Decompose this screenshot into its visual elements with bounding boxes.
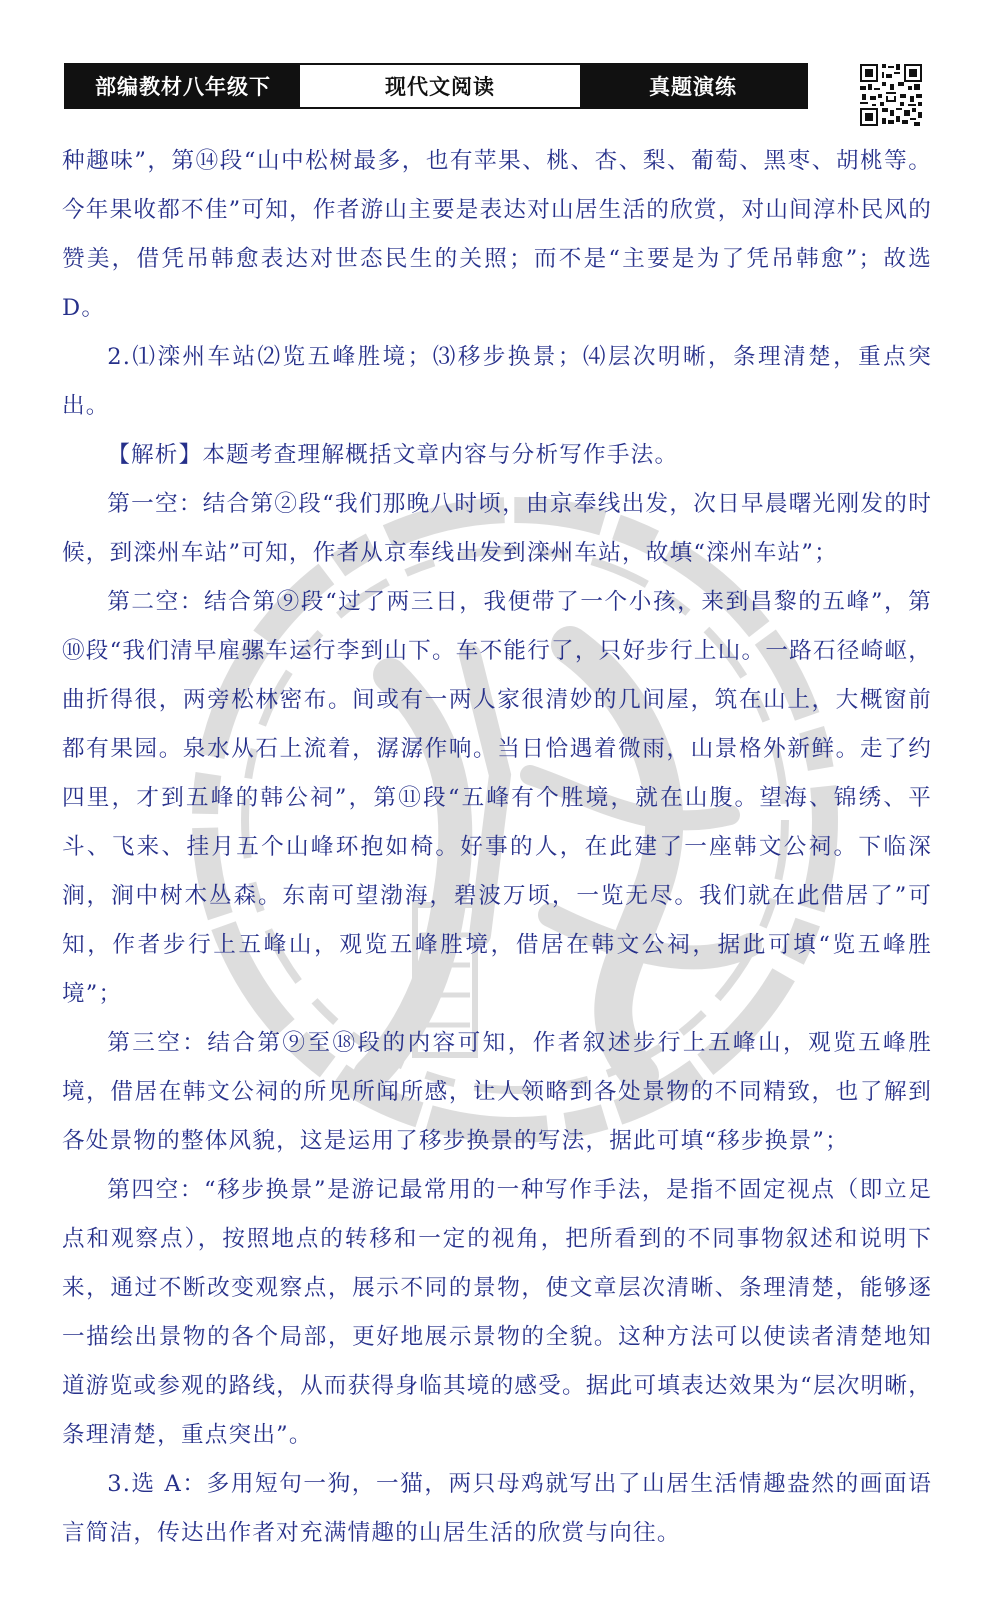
paragraph-blank-4: 第四空：“移步换景”是游记最常用的一种写作手法，是指不固定视点（即立足点和观察点），按照地点的转移和一定的视角，把所看到的不同事物叙述和说明下来，通过不断改变观察点，展示不同的景物，使文章层次清晰、条理清楚，能够逐一描绘出景物的各个局部，更好地展示景物的全貌。这种方法可以使读者清楚地知道游览或参观的路线，从而获得身临其境的感受。据此可填表达效果为“层次明晰，条理清楚，重点突出”。	[62, 1177, 932, 1448]
header-section-title: 现代文阅读	[300, 65, 580, 107]
header-practice-label: 真题演练	[580, 65, 806, 107]
paragraph-answer-3: 3.选 A：多用短句一狗，一猫，两只母鸡就写出了山居生活情趣盎然的画面语言简洁，传达出作者对充满情趣的山居生活的欣赏与向往。	[62, 1471, 932, 1546]
paragraph-blank-1: 第一空：结合第②段“我们那晚八时顷，由京奉线出发，次日早晨曙光刚发的时候，到滦州车站”可知，作者从京奉线出发到滦州车站，故填“滦州车站”；	[62, 491, 932, 566]
paragraph-blank-2: 第二空：结合第⑨段“过了两三日，我便带了一个小孩，来到昌黎的五峰”，第⑩段“我们清早雇骡车运行李到山下。车不能行了，只好步行上山。一路石径崎岖，曲折得很，两旁松林密布。间或有一两人家很清妙的几间屋，筑在山上，大概窗前都有果园。泉水从石上流着，潺潺作响。当日恰遇着微雨，山景格外新鲜。走了约四里，才到五峰的韩公祠”，第⑪段“五峰有个胜境，就在山腹。望海、锦绣、平斗、飞来、挂月五个山峰环抱如椅。好事的人，在此建了一座韩文公祠。下临深涧，涧中树木丛森。东南可望渤海，碧波万顷，一览无尽。我们就在此借居了”可知，作者步行上五峰山，观览五峰胜境，借居在韩文公祠，据此可填“览五峰胜境”；	[62, 589, 932, 1007]
paragraph-analysis-title: 【解析】本题考查理解概括文章内容与分析写作手法。	[107, 442, 679, 468]
page-header	[64, 63, 808, 109]
paragraph-blank-3: 第三空：结合第⑨至⑱段的内容可知，作者叙述步行上五峰山，观览五峰胜境，借居在韩文公祠的所见所闻所感，让人领略到各处景物的不同精致，也了解到各处景物的整体风貌，这是运用了移步换景的写法，据此可填“移步换景”；	[62, 1030, 932, 1154]
header-textbook-label: 部编教材八年级下	[66, 65, 300, 107]
answer-content	[62, 137, 932, 1558]
paragraph-answer-2: 2.⑴滦州车站⑵览五峰胜境；⑶移步换景；⑷层次明晰，条理清楚，重点突出。	[62, 344, 932, 419]
paragraph-continuation: 种趣味”，第⑭段“山中松树最多，也有苹果、桃、杏、梨、葡萄、黑枣、胡桃等。今年果收都不佳”可知，作者游山主要是表达对山居生活的欣赏，对山间淳朴民风的赞美，借凭吊韩愈表达对世态民生的关照；而不是“主要是为了凭吊韩愈”；故选 D。	[62, 148, 932, 321]
qr-code-icon	[858, 62, 924, 128]
